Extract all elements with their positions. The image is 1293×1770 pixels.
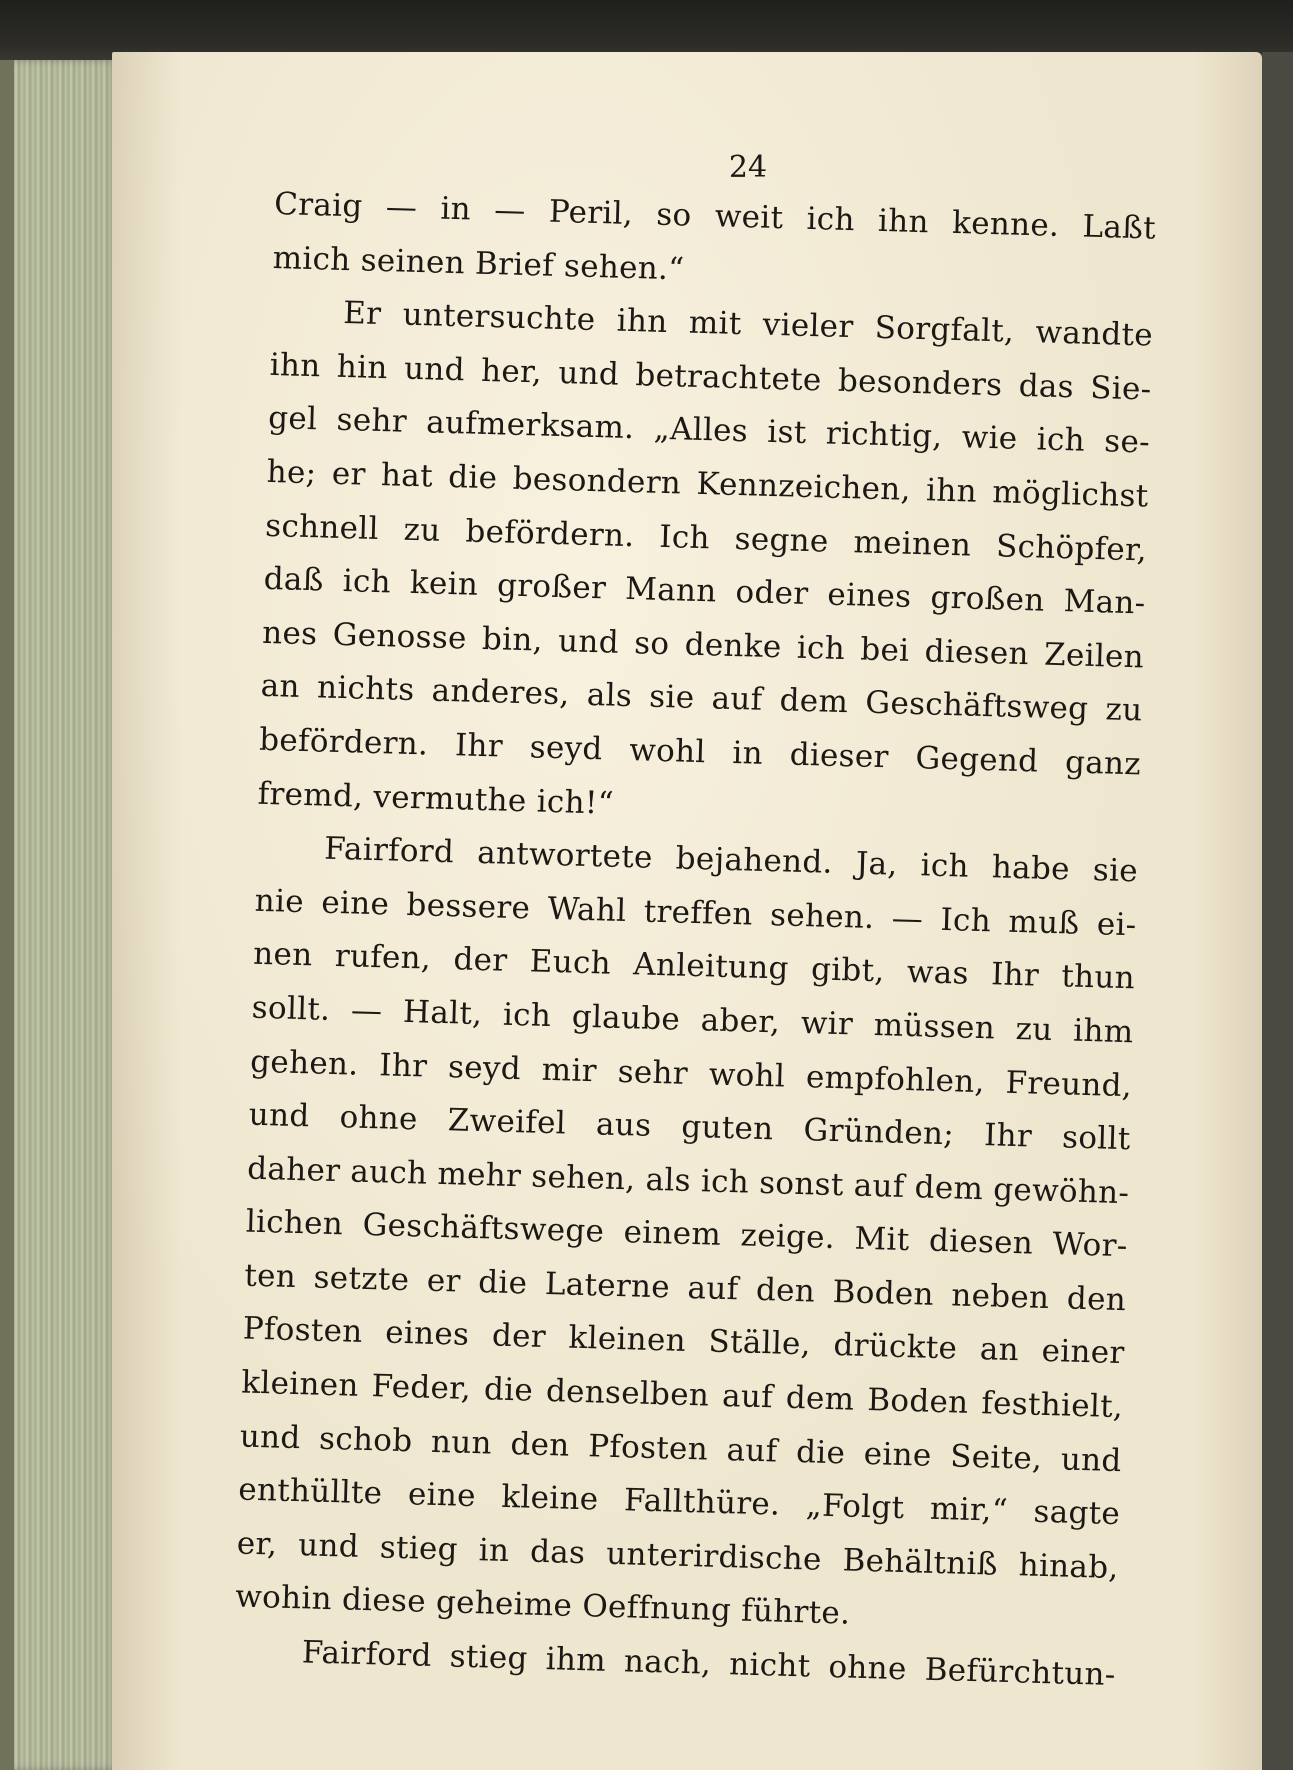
text-line: lichen Geschäftswege einem zeige. Mit diesen Wor-: [245, 1203, 1129, 1265]
text-line: und ohne Zweifel aus guten Gründen; Ihr sollt: [248, 1096, 1131, 1158]
text-line: an nichts anderes, als sie auf dem Geschäftsweg zu: [260, 668, 1143, 729]
text-line: sollt. — Halt, ich glaube aber, wir müssen zu ihm: [251, 989, 1134, 1051]
text-line: he; er hat die besondern Kennzeichen, ihn möglichst: [266, 453, 1149, 515]
text-line: ihn hin und her, und betrachtete besonders das Sie-: [269, 346, 1152, 408]
text-line: Er untersuchte ihn mit vieler Sorgfalt, wandte: [342, 295, 1154, 354]
text-line: daher auch mehr sehen, als ich sonst auf dem gewöhn-: [246, 1150, 1130, 1211]
text-line: mich seinen Brief sehen.“: [272, 239, 685, 288]
text-line: befördern. Ihr seyd wohl in dieser Gegend ganz: [258, 721, 1142, 783]
page-number: 24: [728, 150, 768, 185]
text-line: Fairford antwortete bejahend. Ja, ich habe sie: [323, 830, 1139, 890]
body-text: [233, 178, 1157, 1703]
page-gutter-shadow: [1262, 52, 1293, 1770]
text-line: wohin diese geheime Oeffnung führte.: [234, 1578, 851, 1633]
text-line: Craig — in — Peril, so weit ich ihn kenne. Laßt: [273, 185, 1157, 247]
text-line: er, und stieg in das unterirdische Behältniß hinab,: [236, 1525, 1120, 1586]
text-line: gel sehr aufmerksam. „Alles ist richtig, wie ich se-: [267, 400, 1151, 461]
text-line: Fairford stieg ihm nach, nicht ohne Befürchtun-: [301, 1634, 1117, 1694]
text-line: schnell zu befördern. Ich segne meinen Schöpfer,: [264, 507, 1148, 569]
text-line: und schob nun den Pfosten auf die eine Seite, und: [239, 1418, 1123, 1479]
page-stack-edges: [0, 60, 118, 1770]
text-line: enthüllte eine kleine Fallthüre. „Folgt mir,“ sagte: [237, 1471, 1121, 1533]
text-line: daß ich kein großer Mann oder eines großen Man-: [263, 561, 1146, 622]
text-line: nes Genosse bin, und so denke ich bei diesen Zeilen: [261, 614, 1145, 676]
text-line: gehen. Ihr seyd mir sehr wohl empfohlen, Freund,: [249, 1043, 1133, 1104]
text-line: kleinen Feder, die denselben auf dem Boden festhielt,: [240, 1364, 1124, 1426]
text-line: ten setzte er die Laterne auf den Boden neben den: [243, 1257, 1127, 1319]
text-line: nie eine bessere Wahl treffen sehen. — Ich muß ei-: [254, 882, 1137, 944]
text-line: Pfosten eines der kleinen Ställe, drückte an einer: [242, 1311, 1126, 1372]
text-line: nen rufen, der Euch Anleitung gibt, was Ihr thun: [252, 936, 1136, 997]
text-line: fremd, vermuthe ich!“: [257, 775, 615, 822]
